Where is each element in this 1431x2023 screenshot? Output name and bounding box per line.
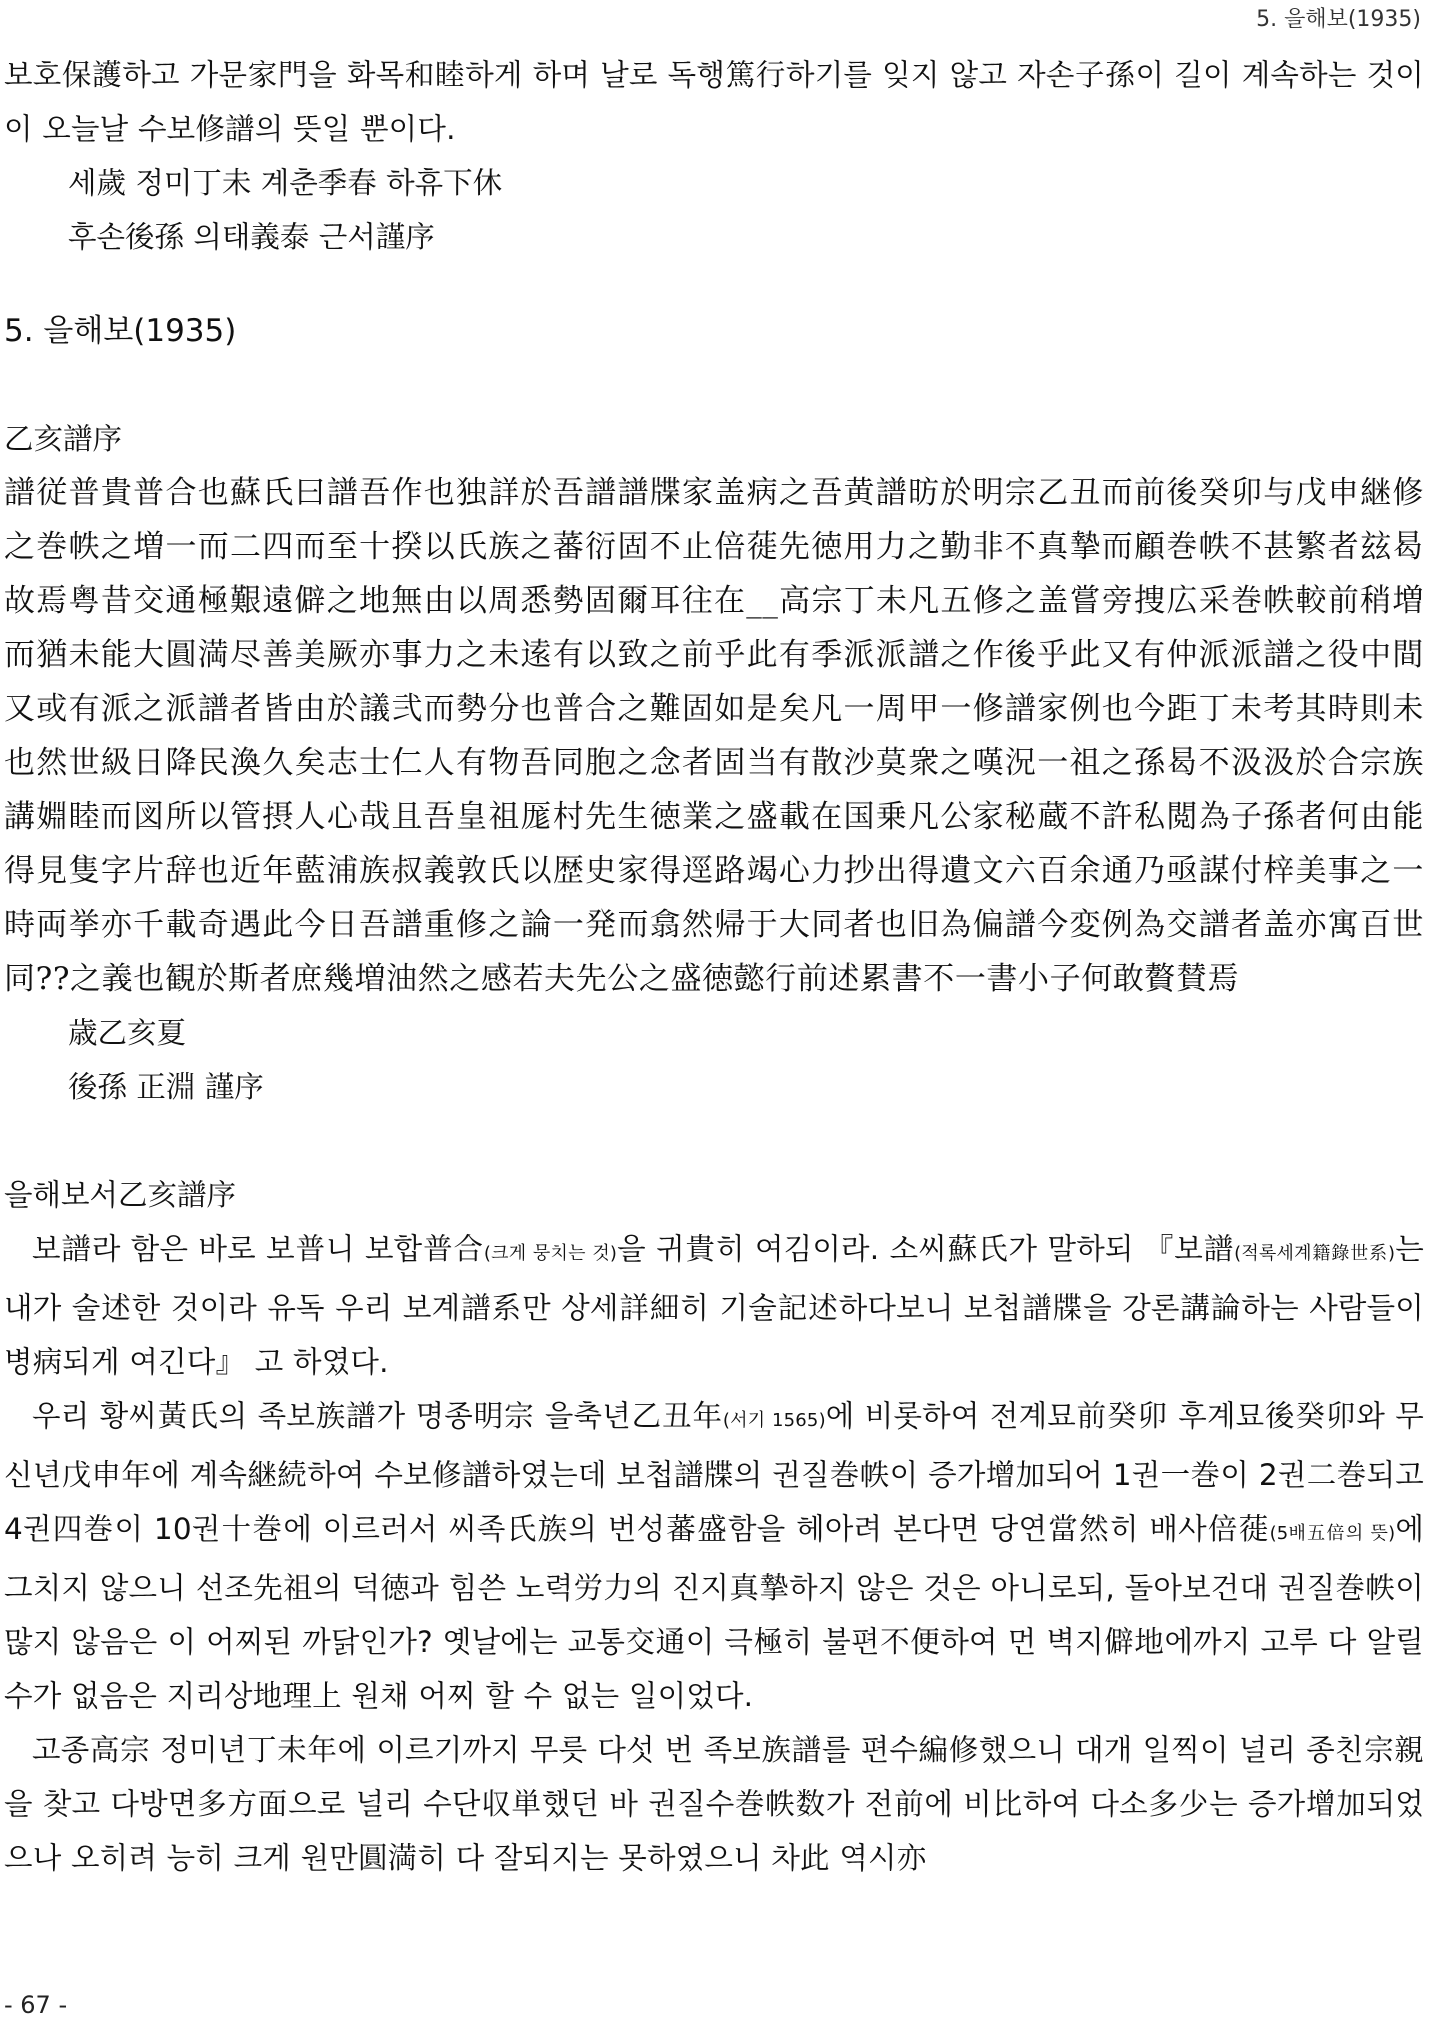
spacer xyxy=(4,264,1424,304)
preface-continuation: 보호保護하고 가문家門을 화목和睦하게 하며 날로 독행篤行하기를 잊지 않고 자손子孫이 길이 계속하는 것이 이 오늘날 수보修譜의 뜻일 뿐이다. xyxy=(4,58,1424,146)
original-preface-title: 乙亥譜序 xyxy=(4,422,123,456)
page-number: - 67 - xyxy=(4,1991,68,2019)
original-preface-text: 譜従普貴普合也蘇氏曰譜吾作也独詳於吾譜譜牒家盖病之吾黄譜昉於明宗乙丑而前後癸卯与戊申継修之巻帙之増一而二四而至十揆以氏族之蕃衍固不止倍蓰先徳用力之勤非不真摯而顧巻帙不甚繁者玆曷故焉粤昔交通極艱遠僻之地無由以周悉勢固爾耳往在__高宗丁未凡五修之盖嘗旁捜広采巻帙較前稍増而猶未能大圓満尽善美厥亦事力之未逺有以致之前乎此有季派派譜之作後乎此又有仲派派譜之役中間又或有派之派譜者皆由於議弐而勢分也普合之難固如是矣凡一周甲一修譜家例也今距丁未考其時則未也然世級日降民渙久矣志士仁人有物吾同胞之念者固当有散沙莫衆之嘆況一祖之孫曷不汲汲於合宗族講婣睦而図所以管摂人心哉且吾皇祖厖村先生徳業之盛載在国乗凡公家秘蔵不許私閲為子孫者何由能得見隻字片辞也近年藍浦族叔義敦氏以歴史家得逕路竭心力抄出得遺文六百余通乃亟謀付梓美事之一時両挙亦千載奇遇此今日吾譜重修之論一発而翕然帰于大同者也旧為偏譜今変例為交譜者盖亦寓百世同??之義也観於斯者庶幾増油然之感若夫先公之盛徳懿行前述累書不一書小子何敢贅賛焉 xyxy=(4,475,1424,997)
translation-paragraph-3: 고종高宗 정미년丁未年에 이르기까지 무릇 다섯 번 족보族譜를 편수編修했으니 대개 일찍이 널리 종친宗親을 찾고 다방면多方面으로 널리 수단収単했던 바 권질수巻帙数가 전前에 비比하여 다소多少는 증가增加되었으나 오히려 능히 크게 원만圓満히 다 잘되지는 못하였으니 차此 역시亦 xyxy=(4,1733,1424,1875)
text-segment: 보譜라 함은 바로 보普니 보합普合 xyxy=(32,1232,484,1266)
text-segment: 을 귀貴히 여김이라. 소씨蘇氏가 말하되 『보譜 xyxy=(617,1232,1235,1266)
translation-paragraph-1 xyxy=(4,1222,1424,1389)
section-heading: 5. 을해보(1935) xyxy=(4,313,237,349)
inline-note: (적록세계籍錄世系) xyxy=(1234,1243,1396,1264)
text-segment: 에 비롯하여 전계묘前癸卯 후계묘後癸卯와 무신년戊申年에 계속継続하여 수보修譜하였는데 보첩譜牒의 권질巻帙이 증가增加되어 1권一巻이 2권二巻되고 4권四巻이 10권十巻에 이르러서 씨족氏族의 번성蕃盛함을 헤아려 본다면 당연當然히 배사倍蓰 xyxy=(4,1399,1425,1546)
translation-paragraph-2 xyxy=(4,1389,1424,1723)
text-segment: 에 그치지 않으니 선조先祖의 덕徳과 힘쓴 노력労力의 진지真摯하지 않은 것은 아니로되, 돌아보건대 권질巻帙이 많지 않음은 이 어찌된 까닭인가? 옛날에는 교통交通이 극極히 불편不便하여 먼 벽지僻地에까지 고루 다 알릴 수가 없음은 지리상地理上 원채 어찌 할 수 없는 일이었다. xyxy=(4,1512,1425,1713)
preface-date-line: 세歲 정미丁未 계춘季春 하휴下休 xyxy=(68,166,503,200)
running-header: 5. 을해보(1935) xyxy=(1256,7,1421,32)
inline-note: (크게 뭉치는 것) xyxy=(483,1243,618,1264)
spacer xyxy=(4,358,1424,412)
original-preface-author: 後孫 正淵 謹序 xyxy=(68,1070,264,1104)
preface-author-line: 후손後孫 의태義泰 근서謹序 xyxy=(68,220,435,254)
spacer xyxy=(4,1114,1424,1168)
inline-note: (5배五倍의 뜻) xyxy=(1269,1523,1396,1544)
page-content xyxy=(4,48,1424,1885)
text-segment: 우리 황씨黃氏의 족보族譜가 명종明宗 을축년乙丑年 xyxy=(32,1399,723,1433)
original-preface-date: 歳乙亥夏 xyxy=(68,1016,187,1050)
text-segment: 는 내가 술述한 것이라 유독 우리 보계譜系만 상세詳細히 기술記述하다보니 보첩譜牒을 강론講論하는 사람들이 병病되게 여긴다』 고 하였다. xyxy=(4,1232,1424,1379)
translation-title: 을해보서乙亥譜序 xyxy=(4,1178,236,1212)
inline-note: (서기 1565) xyxy=(722,1410,826,1431)
